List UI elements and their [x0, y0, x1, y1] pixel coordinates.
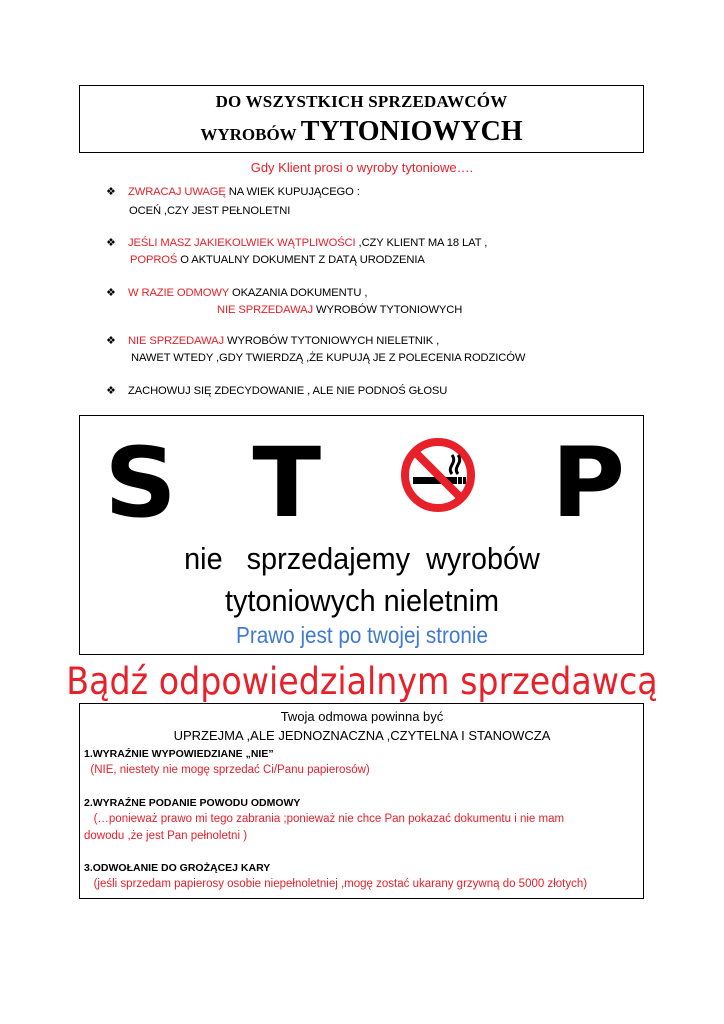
stop-text-line-1: nie sprzedajemy wyrobów: [184, 541, 540, 576]
bullet-text: ,CZY KLIENT MA 18 LAT ,: [355, 237, 488, 249]
bullet-red-text: NIE SPRZEDAWAJ: [128, 335, 224, 347]
refusal-intro: Twoja odmowa powinna być: [280, 709, 444, 724]
slogan: Bądź odpowiedzialnym sprzedawcą: [66, 660, 658, 703]
stop-text-line-2: tytoniowych nieletnim: [224, 583, 500, 618]
bullet-red-text: JEŚLI MASZ JAKIEKOLWIEK WĄTPLIWOŚCI: [128, 237, 356, 249]
refusal-item-title: 1.WYRAŹNIE WYPOWIEDZIANE „NIE”: [84, 748, 274, 760]
diamond-bullet-icon: ❖: [106, 186, 116, 198]
bullet-red-text: NIE SPRZEDAWAJ: [217, 304, 313, 316]
stop-letter-t: T: [252, 427, 322, 539]
diamond-bullet-icon: ❖: [106, 237, 116, 249]
no-smoking-icon: [400, 437, 476, 513]
header-box: [79, 85, 644, 153]
diamond-bullet-icon: ❖: [106, 335, 116, 347]
refusal-item-title: 2.WYRAŹNE PODANIE POWODU ODMOWY: [84, 797, 301, 809]
refusal-item-text: (NIE, niestety nie mogę sprzedać Ci/Panu papierosów): [84, 764, 370, 776]
bullet-text: OCEŃ ,CZY JEST PEŁNOLETNI: [129, 205, 291, 217]
bullet-text: WYROBÓW TYTONIOWYCH: [312, 304, 463, 316]
bullet-text: NAWET WTEDY ,GDY TWIERDZĄ ,ŻE KUPUJĄ JE Z POLECENIA RODZICÓW: [131, 352, 526, 364]
refusal-item-text: (…ponieważ prawo mi tego zabrania ;ponieważ nie chce Pan pokazać dokumentu i nie mam: [84, 813, 565, 825]
diamond-bullet-icon: ❖: [106, 287, 116, 299]
refusal-item-title: 3.ODWOŁANIE DO GROŻĄCEJ KARY: [84, 862, 271, 874]
bullet-text: WYROBÓW TYTONIOWYCH NIELETNIK ,: [223, 335, 440, 347]
bullet-text: OKAZANIA DOKUMENTU ,: [228, 287, 368, 299]
bullet-text: O AKTUALNY DOKUMENT Z DATĄ URODZENIA: [177, 254, 425, 266]
header-line-2-big: TYTONIOWYCH: [300, 116, 523, 147]
refusal-item-text: dowodu ,że jest Pan pełnoletni ): [84, 830, 248, 842]
bullet-red-text: ZWRACAJ UWAGĘ: [128, 186, 226, 198]
bullet-red-text: W RAZIE ODMOWY: [128, 287, 229, 299]
refusal-item-text: (jeśli sprzedam papierosy osobie niepełnoletniej ,mogę zostać ukarany grzywną do 5000 złotych): [84, 878, 588, 890]
stop-letter-s: S: [104, 427, 177, 539]
stop-letter-p: P: [551, 427, 626, 539]
header-line-2: [80, 116, 643, 148]
stop-text-line-3: Prawo jest po twojej stronie: [236, 622, 488, 648]
header-line-1: DO WSZYSTKICH SPRZEDAWCÓW: [215, 92, 508, 111]
bullet-red-text: POPROŚ: [130, 254, 178, 266]
subtitle: Gdy Klient prosi o wyroby tytoniowe….: [250, 160, 474, 175]
diamond-bullet-icon: ❖: [106, 385, 116, 397]
header-line-2-small: WYROBÓW: [200, 125, 297, 144]
bullet-text: ZACHOWUJ SIĘ ZDECYDOWANIE , ALE NIE PODNOŚ GŁOSU: [128, 385, 448, 397]
refusal-qualities: UPRZEJMA ,ALE JEDNOZNACZNA ,CZYTELNA I STANOWCZA: [173, 728, 551, 743]
bullet-text: NA WIEK KUPUJĄCEGO :: [225, 186, 360, 198]
